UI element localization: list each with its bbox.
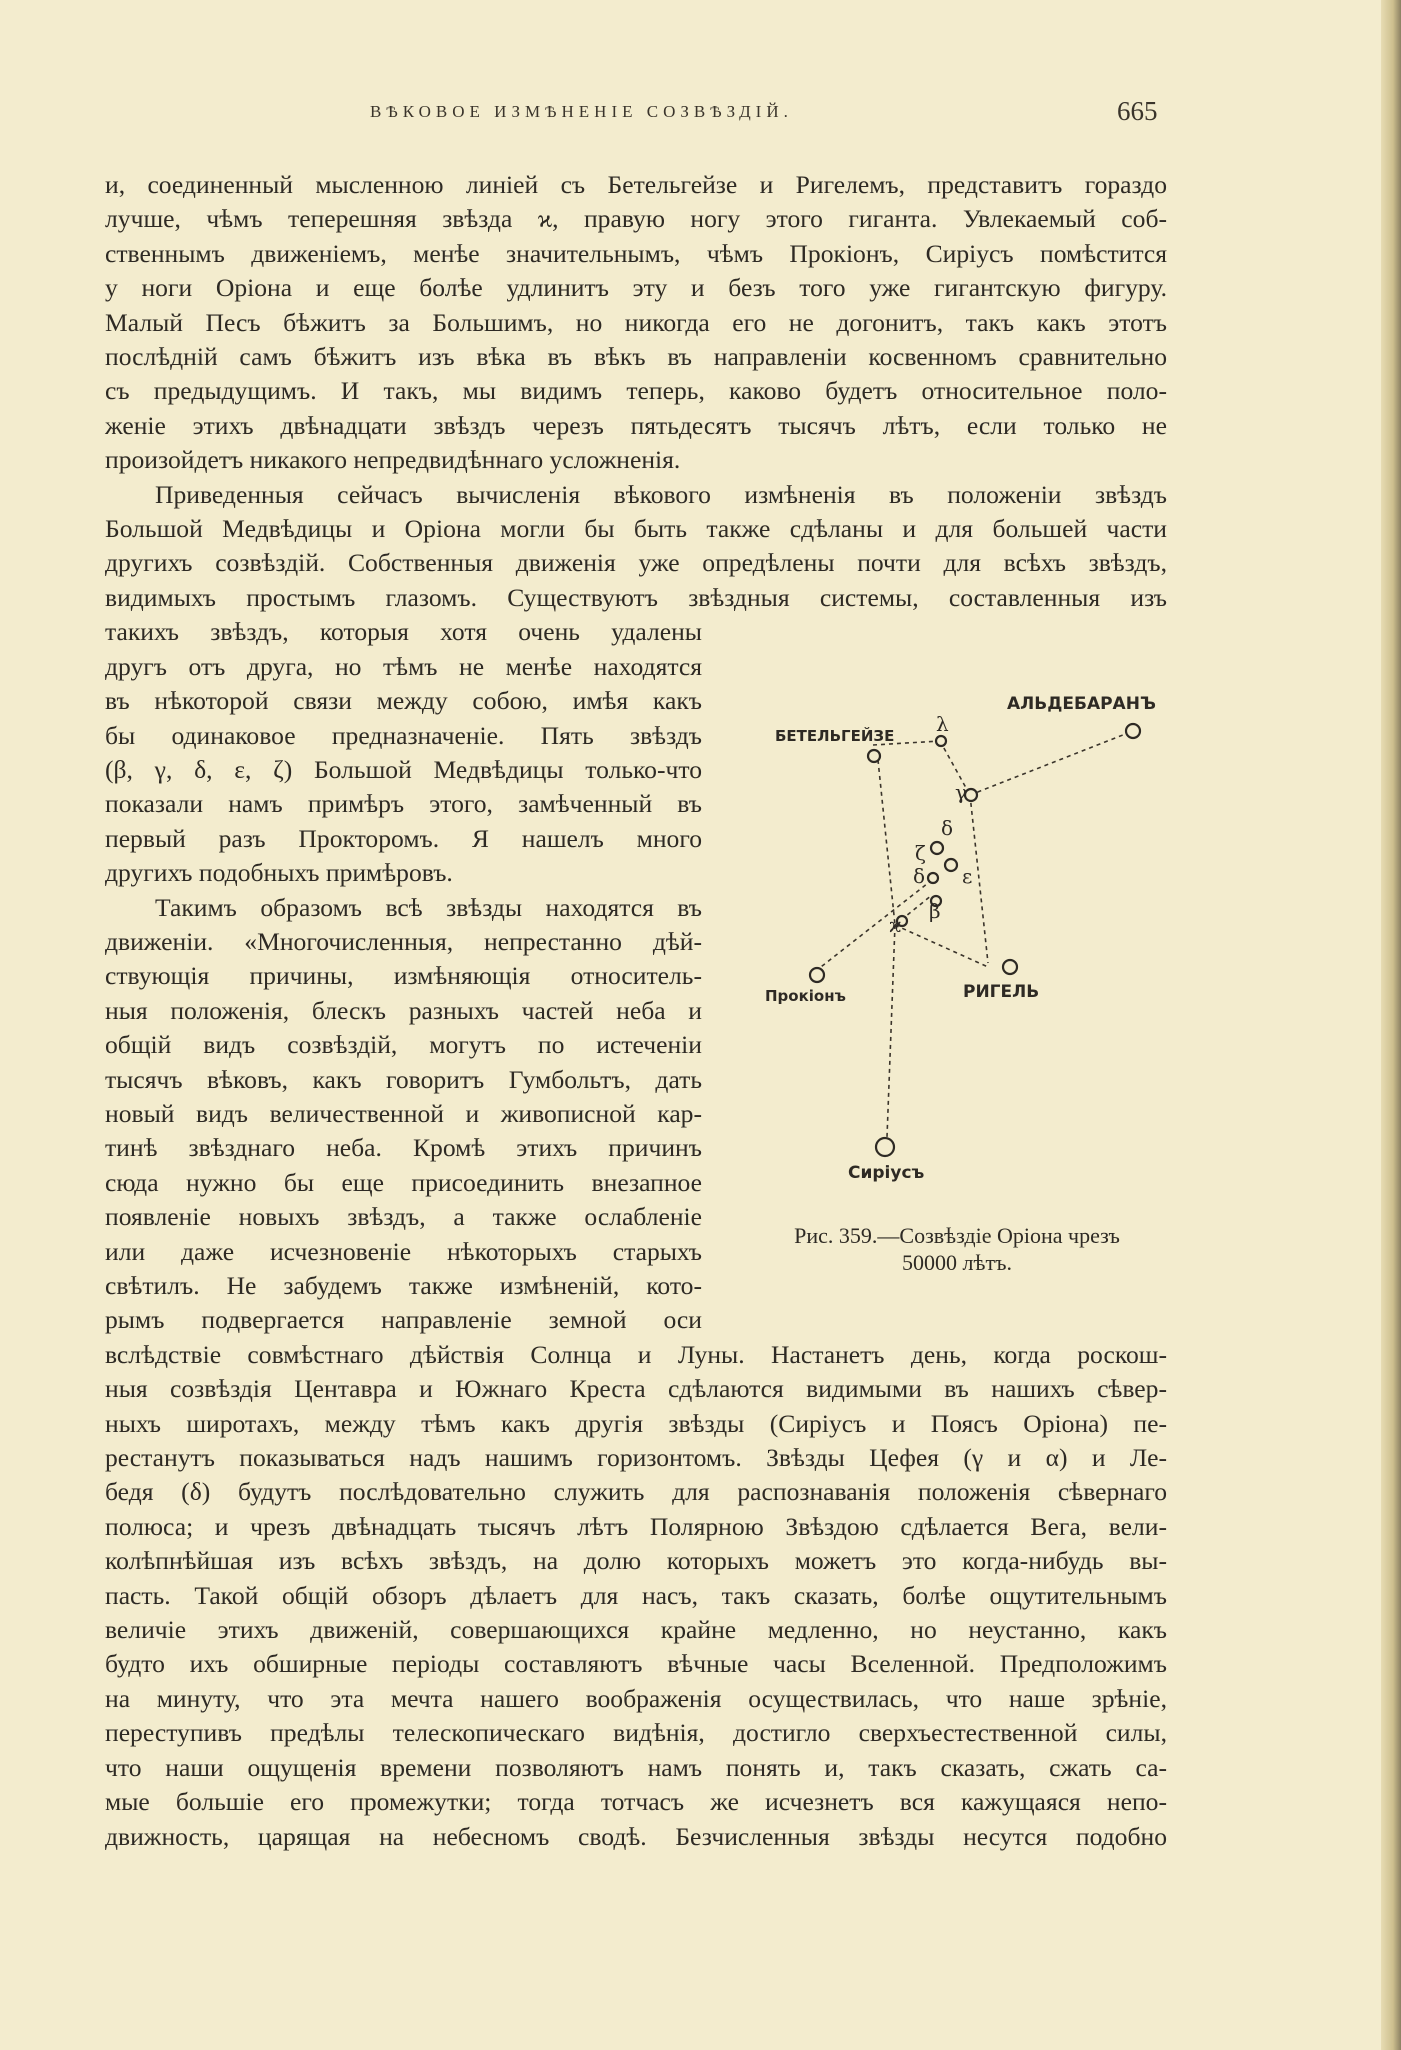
- page-number: 665: [1117, 96, 1158, 126]
- kappa-rigel-line: [895, 925, 988, 967]
- text-line: общій видъ созвѣздій, могутъ по истеченіи: [105, 1030, 702, 1060]
- text-line: переступивъ предѣлы телескопическаго видѣнія, достигло сверхъестественной силы,: [105, 1718, 1167, 1748]
- text-line: и, соединенный мысленною линіей съ Бетельгейзе и Ригелемъ, представитъ гораздо: [105, 170, 1167, 199]
- text-line: свѣтилъ. Не забудемъ также измѣненій, кото-: [105, 1271, 702, 1300]
- label-rigel: РИГЕЛЬ: [963, 982, 1040, 1002]
- text-line: колѣпнѣйшая изъ всѣхъ звѣздъ, на долю которыхъ можетъ это когда-нибудь вы-: [105, 1546, 1167, 1576]
- kappa-sirius-line: [887, 925, 895, 1137]
- text-line: ныя созвѣздія Центавра и Южнаго Креста сдѣлаются видимыми въ нашихъ сѣвер-: [105, 1374, 1167, 1404]
- text-line: такихъ звѣздъ, которыя хотя очень удалены: [105, 617, 702, 647]
- greek-kappa: ϰ: [889, 913, 902, 937]
- text-line: послѣдній самъ бѣжитъ изъ вѣка въ вѣкъ въ направленіи косвенномъ сравнительно: [105, 342, 1167, 372]
- text-line: Такимъ образомъ всѣ звѣзды находятся въ: [155, 892, 702, 922]
- text-line: (β, γ, δ, ε, ζ) Большой Медвѣдицы только-что: [105, 754, 702, 784]
- text-line: величіе этихъ движеній, совершающихся крайне медленно, но неустанно, какъ: [105, 1615, 1167, 1645]
- text-line: Большой Медвѣдицы и Оріона могли бы быть также сдѣланы и для большей части: [105, 514, 1167, 544]
- aldebaran-star: [1126, 724, 1140, 738]
- gamma-aldebaran-line: [970, 731, 1133, 795]
- text-line: бедя (δ) будутъ послѣдовательно служить для распознаванія положенія сѣвернаго: [105, 1477, 1167, 1507]
- text-line: пасть. Такой общій обзоръ дѣлаетъ для насъ, такъ сказать, болѣе ощутительнымъ: [105, 1580, 1167, 1610]
- text-line: или даже исчезновеніе нѣкоторыхъ старыхъ: [105, 1236, 702, 1266]
- belt-procyon-line: [817, 880, 932, 970]
- text-line: движность, царящая на небесномъ сводѣ. Безчисленныя звѣзды несутся подобно: [105, 1821, 1167, 1851]
- text-line: показали намъ примѣръ этого, замѣченный въ: [105, 789, 702, 819]
- text-line: вслѣдствіе совмѣстнаго дѣйствія Солнца и Луны. Настанетъ день, когда роскош-: [105, 1339, 1167, 1369]
- constellation-diagram: [745, 685, 1165, 1185]
- text-line: у ноги Оріона и еще болѣе удлинитъ эту и безъ того уже гигантскую фигуру.: [105, 273, 1167, 303]
- text-line: Приведенныя сейчасъ вычисленія вѣкового измѣненія въ положеніи звѣздъ: [155, 479, 1167, 509]
- greek-epsilon: ε: [962, 864, 973, 888]
- greek-delta-upper: δ: [941, 816, 954, 840]
- sirius-star: [876, 1138, 894, 1156]
- text-line: другихъ подобныхъ примѣровъ.: [105, 858, 453, 888]
- text-line: движеніи. «Многочисленныя, непрестанно дѣй-: [105, 926, 702, 956]
- greek-gamma: γ: [955, 780, 967, 804]
- text-line: ствующія причины, измѣняющія относитель-: [105, 961, 702, 991]
- text-line: на минуту, что эта мечта нашего воображенія осуществилась, что наше зрѣніе,: [105, 1683, 1167, 1713]
- epsilon-star: [928, 873, 938, 883]
- greek-lambda: λ: [936, 712, 949, 736]
- orion-figure: [745, 685, 1165, 1265]
- zeta-star: [945, 859, 957, 871]
- greek-delta: δ: [913, 864, 926, 888]
- text-line: съ предыдущимъ. И такъ, мы видимъ теперь, каково будетъ относительное поло-: [105, 376, 1167, 406]
- text-line: женіе этихъ двѣнадцати звѣздъ черезъ пятьдесятъ тысячъ лѣтъ, если только не: [105, 410, 1167, 440]
- text-line: полюса; и чрезъ двѣнадцать тысячъ лѣтъ Полярною Звѣздою сдѣлается Вега, вели-: [105, 1511, 1167, 1541]
- text-line: видимыхъ простымъ глазомъ. Существуютъ звѣздныя системы, составленныя изъ: [105, 582, 1167, 612]
- lambda-star: [936, 736, 946, 746]
- text-line: тинѣ звѣзднаго неба. Кромѣ этихъ причинъ: [105, 1133, 702, 1163]
- rigel-star: [1003, 960, 1017, 974]
- text-line: будто ихъ обширные періоды составляютъ вѣчные часы Вселенной. Предположимъ: [105, 1649, 1167, 1679]
- procyon-star: [810, 968, 824, 982]
- running-head: ВѢКОВОЕ ИЗМѢНЕНІЕ СОЗВѢЗДІЙ.: [370, 102, 793, 121]
- caption-line-1: Рис. 359.—Созвѣздіе Оріона чрезъ: [794, 1223, 1120, 1248]
- label-procyon: Прокіонъ: [765, 987, 846, 1005]
- label-sirius: Сиріусъ: [848, 1163, 925, 1183]
- text-line: тысячъ вѣковъ, какъ говоритъ Гумбольтъ, дать: [105, 1064, 702, 1094]
- text-line: лучше, чѣмъ теперешняя звѣзда ϰ, правую ногу этого гиганта. Увлекаемый соб-: [105, 204, 1167, 234]
- gamma-rigel-line: [970, 795, 988, 963]
- text-line: въ нѣкоторой связи между собою, имѣя какъ: [105, 686, 702, 716]
- text-line: сюда нужно бы еще присоединить внезапное: [105, 1167, 702, 1197]
- text-line: другихъ созвѣздій. Собственныя движенія уже опредѣлены почти для всѣхъ звѣздъ,: [105, 548, 1167, 578]
- text-line: новый видъ величественной и живописной кар-: [105, 1098, 702, 1128]
- betelgeuse-star: [868, 750, 880, 762]
- greek-zeta: ζ: [915, 841, 926, 865]
- figure-caption: [757, 1222, 1157, 1276]
- text-line: бы одинаковое предназначеніе. Пять звѣздъ: [105, 720, 702, 750]
- text-line: другъ отъ друга, но тѣмъ не менѣе находятся: [105, 651, 702, 681]
- page-edge: [1381, 0, 1401, 2050]
- delta-upper-star: [931, 842, 943, 854]
- caption-line-2: 50000 лѣтъ.: [902, 1250, 1012, 1275]
- text-line: появленіе новыхъ звѣздъ, а также ослабленіе: [105, 1202, 702, 1232]
- text-line: ныхъ широтахъ, между тѣмъ какъ другія звѣзды (Сиріусъ и Поясъ Оріона) пе-: [105, 1408, 1167, 1438]
- text-line: ственнымъ движеніемъ, менѣе значительнымъ, чѣмъ Прокіонъ, Сиріусъ помѣстится: [105, 238, 1167, 268]
- betelgeuse-belt-line: [878, 760, 895, 925]
- text-line: рестанутъ показываться надъ нашимъ горизонтомъ. Звѣзды Цефея (γ и α) и Ле-: [105, 1443, 1167, 1473]
- label-betelgeuse: БЕТЕЛЬГЕЙЗЕ: [775, 727, 895, 745]
- text-line: что наши ощущенія времени позволяютъ намъ понять и, такъ сказать, сжать са-: [105, 1752, 1167, 1782]
- text-line: Малый Песъ бѣжитъ за Большимъ, но никогда его не догонитъ, такъ какъ этотъ: [105, 307, 1167, 337]
- text-line: первый разъ Прокторомъ. Я нашелъ много: [105, 823, 702, 853]
- text-line: рымъ подвергается направленіе земной оси: [105, 1305, 702, 1335]
- text-line: произойдетъ никакого непредвидѣннаго усложненія.: [105, 445, 681, 475]
- label-aldebaran: АЛЬДЕБАРАНЪ: [1007, 694, 1156, 714]
- greek-beta: β: [929, 899, 941, 923]
- text-line: ныя положенія, блескъ разныхъ частей неба и: [105, 995, 702, 1025]
- text-line: мые большіе его промежутки; тогда тотчасъ же исчезнетъ вся кажущаяся непо-: [105, 1787, 1167, 1817]
